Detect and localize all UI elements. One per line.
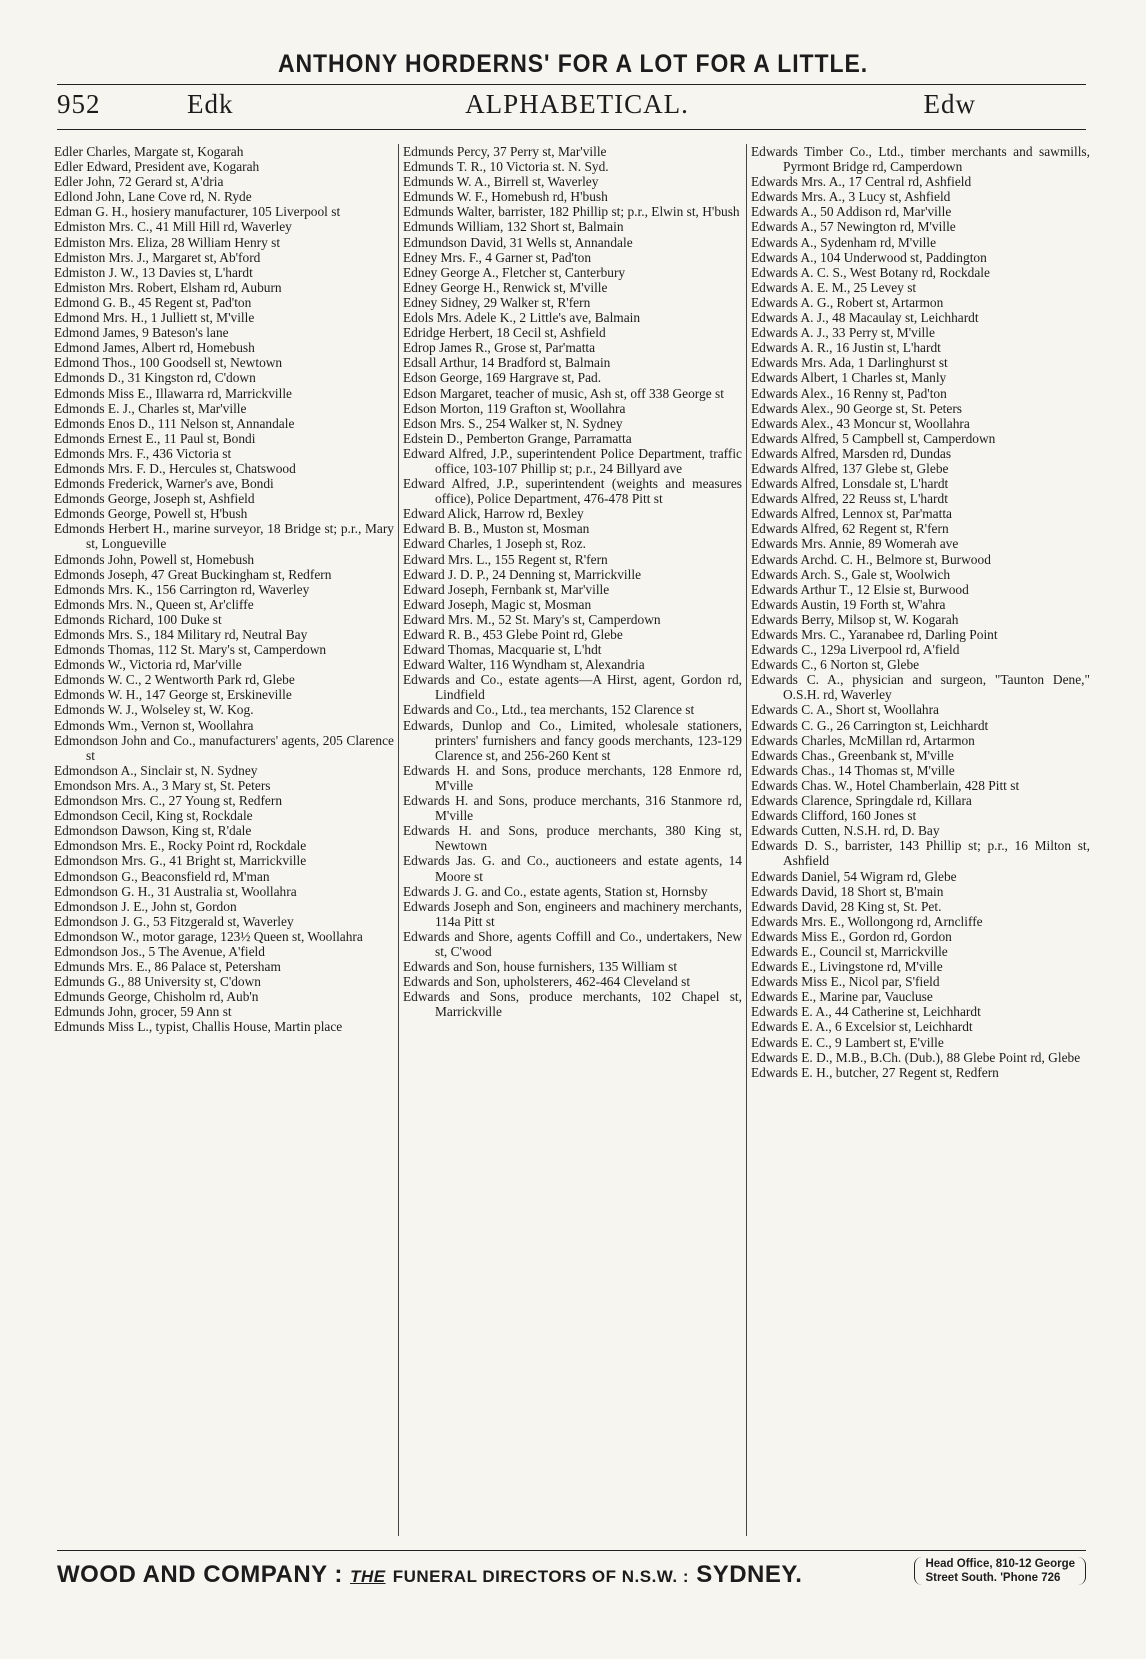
directory-entry: Edmondson John and Co., manufacturers' agents, 205 Clarence st [54, 732, 394, 763]
directory-entry: Edler Edward, President ave, Kogarah [54, 159, 260, 175]
directory-entry: Edmonds Joseph, 47 Great Buckingham st, Redfern [54, 566, 332, 582]
directory-entry: Edward Joseph, Magic st, Mosman [403, 596, 592, 612]
directory-entry: Edmunds G., 88 University st, C'down [54, 974, 261, 990]
footer-address-line-1: Head Office, 810-12 George [925, 1558, 1075, 1570]
directory-entry: Edmond Mrs. H., 1 Julliett st, M'ville [54, 310, 255, 326]
directory-entry: Edwards Mrs. Ada, 1 Darlinghurst st [751, 355, 948, 371]
directory-column-1 [50, 144, 398, 1536]
directory-entry: Edwards and Shore, agents Coffill and Co., undertakers, New st, C'wood [403, 928, 742, 959]
directory-entry: Edmunds George, Chisholm rd, Aub'n [54, 989, 259, 1005]
directory-entry: Edwards Jas. G. and Co., auctioneers and estate agents, 14 Moore st [403, 853, 742, 884]
directory-entry: Edstein D., Pemberton Grange, Parramatta [403, 430, 632, 446]
directory-entry: Edmunds T. R., 10 Victoria st. N. Syd. [403, 159, 609, 175]
directory-entry: Edwards J. G. and Co., estate agents, Station st, Hornsby [403, 883, 708, 899]
directory-entry: Edwards C. A., physician and surgeon, "Taunton Dene," O.S.H. rd, Waverley [751, 672, 1090, 703]
directory-entry: Edward Alfred, J.P., superintendent Police Department, traffic office, 103-107 Phillip st; p.r., 24 Billyard ave [403, 445, 742, 476]
footer-tagline: FUNERAL DIRECTORS OF N.S.W. : [392, 1567, 690, 1586]
directory-entry: Edmonds Herbert H., marine surveyor, 18 Bridge st; p.r., Mary st, Longueville [54, 521, 394, 552]
directory-entry: Edwards Berry, Milsop st, W. Kogarah [751, 611, 959, 627]
directory-entry: Edwards Alex., 90 George st, St. Peters [751, 400, 962, 416]
directory-entry: Edwards Alfred, Marsden rd, Dundas [751, 445, 952, 461]
directory-entry: Edmondson W., motor garage, 123½ Queen st, Woollahra [54, 928, 363, 944]
directory-entry: Edwards H. and Sons, produce merchants, 128 Enmore rd, M'ville [403, 762, 742, 793]
directory-entry: Edmunds John, grocer, 59 Ann st [54, 1004, 232, 1020]
directory-entry: Edmondson Dawson, King st, R'dale [54, 823, 252, 839]
directory-entry: Edmiston Mrs. C., 41 Mill Hill rd, Waverley [54, 219, 292, 235]
directory-entry: Edwards Alfred, 5 Campbell st, Camperdown [751, 430, 996, 446]
directory-entry: Edmondson Mrs. G., 41 Bright st, Marrickville [54, 853, 307, 869]
directory-entry: Edwards Mrs. E., Wollongong rd, Arncliffe [751, 913, 983, 929]
directory-entry: Edwards Chas., 14 Thomas st, M'ville [751, 762, 955, 778]
directory-entry: Edmonds W. J., Wolseley st, W. Kog. [54, 702, 254, 718]
right-guide-word: Edw [923, 89, 976, 119]
directory-entry: Edwards A. J., 48 Macaulay st, Leichhardt [751, 310, 979, 326]
directory-entry: Edwards H. and Sons, produce merchants, 380 King st, Newtown [403, 823, 742, 854]
directory-entry: Edmonds D., 31 Kingston rd, C'down [54, 370, 256, 386]
directory-entry: Edward Charles, 1 Joseph st, Roz. [403, 536, 586, 552]
directory-entry: Edmonds Ernest E., 11 Paul st, Bondi [54, 430, 256, 446]
directory-entry: Edmonds Richard, 100 Duke st [54, 611, 222, 627]
directory-entry: Edwards Mrs. A., 3 Lucy st, Ashfield [751, 189, 951, 205]
directory-entry: Edney George A., Fletcher st, Canterbury [403, 264, 626, 280]
directory-entry: Edmondson Mrs. C., 27 Young st, Redfern [54, 793, 283, 809]
directory-entry: Edwards C., 6 Norton st, Glebe [751, 657, 920, 673]
directory-entry: Edwards Archd. C. H., Belmore st, Burwood [751, 551, 991, 567]
directory-entry: Edmonds Wm., Vernon st, Woollahra [54, 717, 254, 733]
footer-slogan [57, 1561, 802, 1589]
advertising-banner: ANTHONY HORDERNS' FOR A LOT FOR A LITTLE. [277, 50, 869, 78]
directory-entry: Edmunds Mrs. E., 86 Palace st, Petersham [54, 959, 281, 975]
directory-entry: Edmiston Mrs. J., Margaret st, Ab'ford [54, 249, 261, 265]
directory-entry: Edwards Alex., 43 Moncur st, Woollahra [751, 415, 970, 431]
directory-entry: Edwards Cutten, N.S.H. rd, D. Bay [751, 823, 940, 839]
directory-entry: Edwards A. J., 33 Perry st, M'ville [751, 325, 935, 341]
directory-entry: Edwards A. G., Robert st, Artarmon [751, 294, 944, 310]
left-guide-word: Edk [187, 89, 234, 119]
directory-entry: Edmonds E. J., Charles st, Mar'ville [54, 400, 247, 416]
directory-entry: Edwards Mrs. C., Yaranabee rd, Darling Point [751, 627, 998, 642]
directory-entry: Edmond G. B., 45 Regent st, Pad'ton [54, 294, 252, 310]
directory-entry: Edmonds Mrs. F., 436 Victoria st [54, 445, 232, 461]
directory-entry: Edwards A. C. S., West Botany rd, Rockdale [751, 264, 990, 280]
directory-entry: Edwards Clifford, 160 Jones st [751, 808, 917, 824]
directory-entry: Edmiston Mrs. Eliza, 28 William Henry st [54, 234, 281, 250]
directory-entry: Edward Alfred, J.P., superintendent (weights and measures office), Police Department, 476-478 Pitt st [403, 476, 742, 507]
directory-entry: Edwards Alfred, 22 Reuss st, L'hardt [751, 491, 948, 507]
directory-entry: Edmonds George, Powell st, H'bush [54, 506, 248, 522]
directory-entry: Edmond Thos., 100 Goodsell st, Newtown [54, 355, 283, 371]
directory-entry: Edmondson Mrs. E., Rocky Point rd, Rockdale [54, 838, 307, 854]
footer-address-box [914, 1557, 1086, 1585]
page-number: 952 [57, 89, 101, 119]
directory-entry: Edmonds Mrs. F. D., Hercules st, Chatswood [54, 460, 296, 476]
directory-columns [50, 144, 1096, 1536]
footer-city: SYDNEY. [696, 1561, 803, 1588]
directory-entry: Edwards Timber Co., Ltd., timber merchants and sawmills, Pyrmont Bridge rd, Camperdown [751, 144, 1090, 175]
directory-entry: Edwards D. S., barrister, 143 Phillip st; p.r., 16 Milton st, Ashfield [751, 838, 1090, 869]
directory-entry: Edmunds Miss L., typist, Challis House, Martin place [54, 1019, 343, 1035]
directory-entry: Edols Mrs. Adele K., 2 Little's ave, Balmain [403, 310, 641, 326]
directory-entry: Edwards Alfred, Lonsdale st, L'hardt [751, 476, 949, 492]
directory-entry: Edmonds Miss E., Illawarra rd, Marrickville [54, 385, 292, 401]
directory-entry: Edmunds Walter, barrister, 182 Phillip st; p.r., Elwin st, H'bush [403, 204, 740, 220]
directory-entry: Edmonds Thomas, 112 St. Mary's st, Camperdown [54, 642, 327, 658]
directory-entry: Edward Mrs. L., 155 Regent st, R'fern [403, 551, 608, 567]
page-header [57, 84, 1086, 130]
directory-entry: Edmondson Jos., 5 The Avenue, A'field [54, 943, 265, 959]
directory-entry: Edrop James R., Grose st, Par'matta [403, 340, 596, 356]
directory-entry: Edmonds John, Powell st, Homebush [54, 551, 255, 567]
directory-entry: Edwards E., Livingstone rd, M'ville [751, 959, 943, 975]
directory-entry: Edwards E. A., 6 Excelsior st, Leichhardt [751, 1019, 973, 1035]
directory-entry: Edwards Charles, McMillan rd, Artarmon [751, 732, 975, 748]
directory-entry: Edmiston Mrs. Robert, Elsham rd, Auburn [54, 279, 282, 295]
directory-entry: Edson Mrs. S., 254 Walker st, N. Sydney [403, 415, 623, 431]
directory-entry: Edwards Miss E., Nicol par, S'field [751, 974, 940, 990]
directory-entry: Edmondson A., Sinclair st, N. Sydney [54, 762, 258, 778]
directory-entry: Edwards E., Council st, Marrickville [751, 943, 948, 959]
directory-entry: Edwards and Son, house furnishers, 135 William st [403, 959, 678, 975]
directory-entry: Edmond James, Albert rd, Homebush [54, 340, 255, 356]
directory-entry: Edward Alick, Harrow rd, Bexley [403, 506, 584, 522]
directory-entry: Edmiston J. W., 13 Davies st, L'hardt [54, 264, 253, 280]
directory-entry: Edwards A., 57 Newington rd, M'ville [751, 219, 956, 235]
directory-entry: Edmunds Percy, 37 Perry st, Mar'ville [403, 144, 607, 159]
directory-entry: Edwards Arch. S., Gale st, Woolwich [751, 566, 951, 582]
directory-entry: Edward B. B., Muston st, Mosman [403, 521, 590, 537]
directory-entry: Edwards C., 129a Liverpool rd, A'field [751, 642, 960, 658]
directory-entry: Edward R. B., 453 Glebe Point rd, Glebe [403, 627, 623, 642]
directory-column-2 [398, 144, 746, 1536]
directory-entry: Edwards Austin, 19 Forth st, W'ahra [751, 596, 946, 612]
directory-entry: Edwards, Dunlop and Co., Limited, wholesale stationers, printers' furnishers and fancy goods merchants, 123-129 Clarence st, and 256-260 Kent st [403, 717, 742, 763]
directory-entry: Edwards A., Sydenham rd, M'ville [751, 234, 937, 250]
directory-entry: Edman G. H., hosiery manufacturer, 105 Liverpool st [54, 204, 341, 220]
directory-column-3 [746, 144, 1094, 1536]
directory-entry: Edwards Arthur T., 12 Elsie st, Burwood [751, 581, 969, 597]
directory-entry: Edmonds Frederick, Warner's ave, Bondi [54, 476, 274, 492]
directory-entry: Edwards Alfred, 62 Regent st, R'fern [751, 521, 949, 537]
directory-entry: Edwards A. R., 16 Justin st, L'hardt [751, 340, 941, 356]
directory-entry: Edmundson David, 31 Wells st, Annandale [403, 234, 633, 250]
directory-entry: Edwards A. E. M., 25 Levey st [751, 279, 917, 295]
footer-advertisement [57, 1550, 1086, 1605]
directory-entry: Edwards Alex., 16 Renny st, Pad'ton [751, 385, 947, 401]
footer-company: WOOD AND COMPANY : [57, 1561, 343, 1588]
directory-entry: Edwards Joseph and Son, engineers and machinery merchants, 114a Pitt st [403, 898, 742, 929]
directory-entry: Edmonds Mrs. K., 156 Carrington rd, Waverley [54, 581, 310, 597]
directory-entry: Emondson Mrs. A., 3 Mary st, St. Peters [54, 777, 271, 793]
directory-entry: Edmondson J. G., 53 Fitzgerald st, Waverley [54, 913, 294, 929]
directory-entry: Edmonds W. H., 147 George st, Erskineville [54, 687, 292, 703]
directory-entry: Edmondson G. H., 31 Australia st, Woollahra [54, 883, 297, 899]
directory-entry: Edwards A., 104 Underwood st, Paddington [751, 249, 987, 265]
directory-entry: Edward Walter, 116 Wyndham st, Alexandria [403, 657, 645, 673]
directory-entry: Edwards E. D., M.B., B.Ch. (Dub.), 88 Glebe Point rd, Glebe [751, 1049, 1081, 1065]
directory-entry: Edmonds Mrs. S., 184 Military rd, Neutral Bay [54, 627, 308, 642]
footer-the: THE [350, 1567, 386, 1586]
directory-entry: Edridge Herbert, 18 Cecil st, Ashfield [403, 325, 606, 341]
directory-entry: Edmunds W. A., Birrell st, Waverley [403, 174, 599, 190]
directory-entry: Edney Sidney, 29 Walker st, R'fern [403, 294, 591, 310]
directory-entry: Edler Charles, Margate st, Kogarah [54, 144, 244, 159]
directory-entry: Edler John, 72 Gerard st, A'dria [54, 174, 224, 190]
directory-entry: Edmonds Mrs. N., Queen st, Ar'cliffe [54, 596, 254, 612]
directory-entry: Edmonds W., Victoria rd, Mar'ville [54, 657, 242, 673]
directory-entry: Edmondson J. E., John st, Gordon [54, 898, 237, 914]
directory-entry: Edwards Miss E., Gordon rd, Gordon [751, 928, 952, 944]
directory-entry: Edmondson Cecil, King st, Rockdale [54, 808, 253, 824]
directory-entry: Edward J. D. P., 24 Denning st, Marrickville [403, 566, 642, 582]
directory-entry: Edmondson G., Beaconsfield rd, M'man [54, 868, 270, 884]
page-title: ALPHABETICAL. [465, 89, 689, 119]
directory-entry: Edlond John, Lane Cove rd, N. Ryde [54, 189, 252, 205]
directory-entry: Edson Morton, 119 Grafton st, Woollahra [403, 400, 626, 416]
directory-entry: Edwards C. G., 26 Carrington st, Leichhardt [751, 717, 989, 733]
directory-entry: Edwards Alfred, 137 Glebe st, Glebe [751, 460, 949, 476]
directory-entry: Edney Mrs. F., 4 Garner st, Pad'ton [403, 249, 592, 265]
directory-entry: Edmonds W. C., 2 Wentworth Park rd, Glebe [54, 672, 295, 688]
directory-entry: Edwards Mrs. Annie, 89 Womerah ave [751, 536, 959, 552]
directory-entry: Edmonds George, Joseph st, Ashfield [54, 491, 255, 507]
directory-entry: Edmond James, 9 Bateson's lane [54, 325, 229, 341]
directory-entry: Edwards and Sons, produce merchants, 102 Chapel st, Marrickville [403, 989, 742, 1020]
directory-entry: Edwards E. A., 44 Catherine st, Leichhardt [751, 1004, 981, 1020]
directory-entry: Edward Joseph, Fernbank st, Mar'ville [403, 581, 610, 597]
directory-entry: Edson Margaret, teacher of music, Ash st, off 338 George st [403, 385, 724, 401]
directory-entry: Edsall Arthur, 14 Bradford st, Balmain [403, 355, 611, 371]
directory-entry: Edward Mrs. M., 52 St. Mary's st, Camperdown [403, 611, 661, 627]
directory-entry: Edmunds William, 132 Short st, Balmain [403, 219, 624, 235]
directory-entry: Edwards E., Marine par, Vaucluse [751, 989, 933, 1005]
directory-entry: Edwards and Co., estate agents—A Hirst, agent, Gordon rd, Lindfield [403, 672, 742, 703]
directory-entry: Edney George H., Renwick st, M'ville [403, 279, 608, 295]
directory-entry: Edwards A., 50 Addison rd, Mar'ville [751, 204, 952, 220]
directory-entry: Edwards David, 28 King st, St. Pet. [751, 898, 942, 914]
directory-entry: Edwards H. and Sons, produce merchants, 316 Stanmore rd, M'ville [403, 793, 742, 824]
directory-entry: Edwards and Son, upholsterers, 462-464 Cleveland st [403, 974, 691, 990]
directory-entry: Edwards Alfred, Lennox st, Par'matta [751, 506, 952, 522]
directory-entry: Edmunds W. F., Homebush rd, H'bush [403, 189, 608, 205]
directory-entry: Edmonds Enos D., 111 Nelson st, Annandale [54, 415, 295, 431]
directory-entry: Edward Thomas, Macquarie st, L'hdt [403, 642, 602, 658]
directory-entry: Edwards Clarence, Springdale rd, Killara [751, 793, 972, 809]
directory-entry: Edwards E. C., 9 Lambert st, E'ville [751, 1034, 944, 1050]
directory-entry: Edson George, 169 Hargrave st, Pad. [403, 370, 602, 386]
directory-entry: Edwards C. A., Short st, Woollahra [751, 702, 939, 718]
directory-entry: Edwards and Co., Ltd., tea merchants, 152 Clarence st [403, 702, 695, 718]
directory-entry: Edwards E. H., butcher, 27 Regent st, Redfern [751, 1064, 999, 1080]
directory-entry: Edwards Chas. W., Hotel Chamberlain, 428 Pitt st [751, 777, 1020, 793]
footer-address-line-2: Street South. 'Phone 726 [925, 1572, 1061, 1584]
directory-entry: Edwards Mrs. A., 17 Central rd, Ashfield [751, 174, 972, 190]
directory-entry: Edwards David, 18 Short st, B'main [751, 883, 944, 899]
directory-entry: Edwards Albert, 1 Charles st, Manly [751, 370, 947, 386]
directory-entry: Edwards Daniel, 54 Wigram rd, Glebe [751, 868, 957, 884]
directory-entry: Edwards Chas., Greenbank st, M'ville [751, 747, 954, 763]
